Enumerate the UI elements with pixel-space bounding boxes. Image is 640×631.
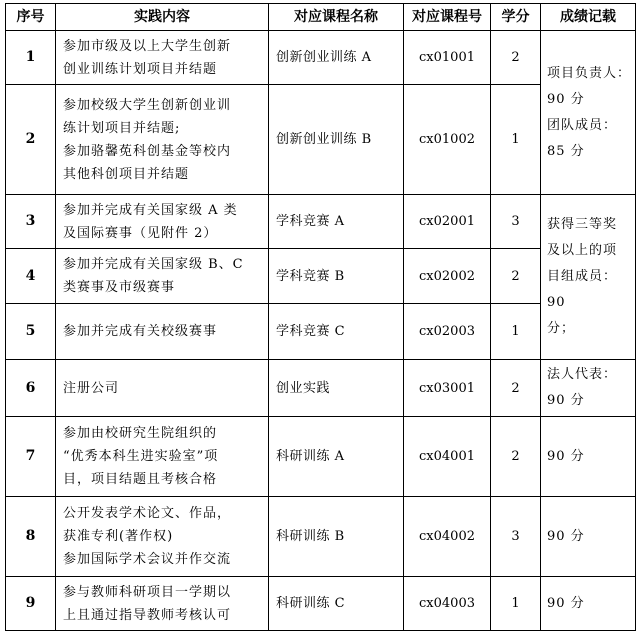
row-course: 学科竞赛 A: [269, 195, 404, 249]
row-content: [56, 31, 269, 85]
row-credit: 1: [491, 85, 541, 195]
content-line: 参加并完成有关国家级 B、C: [63, 257, 244, 272]
row-course: 学科竞赛 C: [269, 304, 404, 360]
row-credit: 1: [491, 304, 541, 360]
grade-line: 团队成员：: [547, 117, 618, 133]
row-seq: 3: [6, 195, 56, 249]
content-line: “优秀本科生进实验室”项: [63, 449, 219, 464]
content-line: 公开发表学术论文、作品，: [63, 506, 232, 521]
row-seq: 9: [6, 577, 56, 631]
row-course: 科研训练 B: [269, 497, 404, 577]
row-content: [56, 360, 269, 417]
content-line: 参加国际学术会议并作交流: [63, 552, 232, 567]
row-code: cx04003: [404, 577, 491, 631]
grade-line: 85 分: [547, 143, 585, 159]
table-row: [6, 577, 636, 631]
row-code: cx02002: [404, 249, 491, 304]
row-credit: 3: [491, 195, 541, 249]
row-course: 学科竞赛 B: [269, 249, 404, 304]
content-line: 参加校级大学生创新创业训: [63, 97, 232, 113]
row-grade: 90 分: [541, 497, 636, 577]
table-header-row: [6, 4, 636, 31]
row-course: 创新创业训练 A: [269, 31, 404, 85]
content-line: 类赛事及市级赛事: [63, 280, 176, 295]
row-code: cx04001: [404, 417, 491, 497]
row-credit: 2: [491, 31, 541, 85]
content-line: 参加市级及以上大学生创新: [63, 38, 232, 54]
practice-credit-table: [5, 3, 636, 631]
row-code: cx01001: [404, 31, 491, 85]
row-grade: [541, 31, 636, 195]
header-grade: 成绩记载: [541, 4, 636, 31]
grade-line: 目组成员：90: [547, 269, 618, 310]
content-line: 注册公司: [63, 380, 120, 396]
row-content: [56, 577, 269, 631]
row-content: [56, 85, 269, 195]
row-seq: 5: [6, 304, 56, 360]
content-line: 参加由校研究生院组织的: [63, 426, 218, 441]
row-course: 科研训练 C: [269, 577, 404, 631]
content-line: 及国际赛事（见附件 2）: [63, 225, 218, 241]
header-seq: 序号: [6, 4, 56, 31]
row-seq: 6: [6, 360, 56, 417]
row-course: 创新创业训练 B: [269, 85, 404, 195]
content-line: 目，项目结题且考核合格: [63, 472, 218, 487]
row-seq: 1: [6, 31, 56, 85]
row-code: cx03001: [404, 360, 491, 417]
row-seq: 2: [6, 85, 56, 195]
row-content: [56, 195, 269, 249]
content-line: 参加骆馨莬科创基金等校内: [63, 143, 232, 159]
grade-line: 项目负责人：: [547, 65, 632, 81]
row-content: [56, 304, 269, 360]
content-line: 参与教师科研项目一学期以: [63, 584, 232, 600]
content-line: 获准专利(著作权): [63, 529, 174, 544]
row-credit: 2: [491, 417, 541, 497]
row-course: 科研训练 A: [269, 417, 404, 497]
row-credit: 2: [491, 360, 541, 417]
grade-line: 法人代表：: [547, 367, 618, 382]
row-credit: 3: [491, 497, 541, 577]
row-grade: [541, 195, 636, 360]
row-code: cx02001: [404, 195, 491, 249]
row-seq: 7: [6, 417, 56, 497]
grade-line: 获得三等奖: [547, 217, 618, 232]
table-row: [6, 417, 636, 497]
grade-line: 90 分: [547, 393, 585, 408]
row-content: [56, 417, 269, 497]
header-credit: 学分: [491, 4, 541, 31]
row-credit: 2: [491, 249, 541, 304]
table-row: [6, 360, 636, 417]
row-seq: 8: [6, 497, 56, 577]
row-code: cx04002: [404, 497, 491, 577]
row-grade: [541, 360, 636, 417]
grade-line: 分；: [547, 321, 576, 336]
header-course: 对应课程名称: [269, 4, 404, 31]
row-course: 创业实践: [269, 360, 404, 417]
grade-line: 及以上的项: [547, 243, 618, 258]
row-content: [56, 249, 269, 304]
content-line: 练计划项目并结题;: [63, 120, 181, 136]
content-line: 参加并完成有关校级赛事: [63, 324, 218, 339]
header-content: 实践内容: [56, 4, 269, 31]
row-grade: 90 分: [541, 417, 636, 497]
content-line: 上且通过指导教师考核认可: [63, 607, 232, 623]
content-line: 创业训练计划项目并结题: [63, 61, 218, 77]
content-line: 参加并完成有关国家级 A 类: [63, 202, 238, 218]
table-row: [6, 497, 636, 577]
grade-line: 90 分: [547, 91, 585, 107]
table-row: [6, 195, 636, 249]
header-code: 对应课程号: [404, 4, 491, 31]
table-row: [6, 31, 636, 85]
content-line: 其他科创项目并结题: [63, 166, 190, 182]
row-grade: 90 分: [541, 577, 636, 631]
row-credit: 1: [491, 577, 541, 631]
row-code: cx02003: [404, 304, 491, 360]
row-code: cx01002: [404, 85, 491, 195]
row-content: [56, 497, 269, 577]
row-seq: 4: [6, 249, 56, 304]
